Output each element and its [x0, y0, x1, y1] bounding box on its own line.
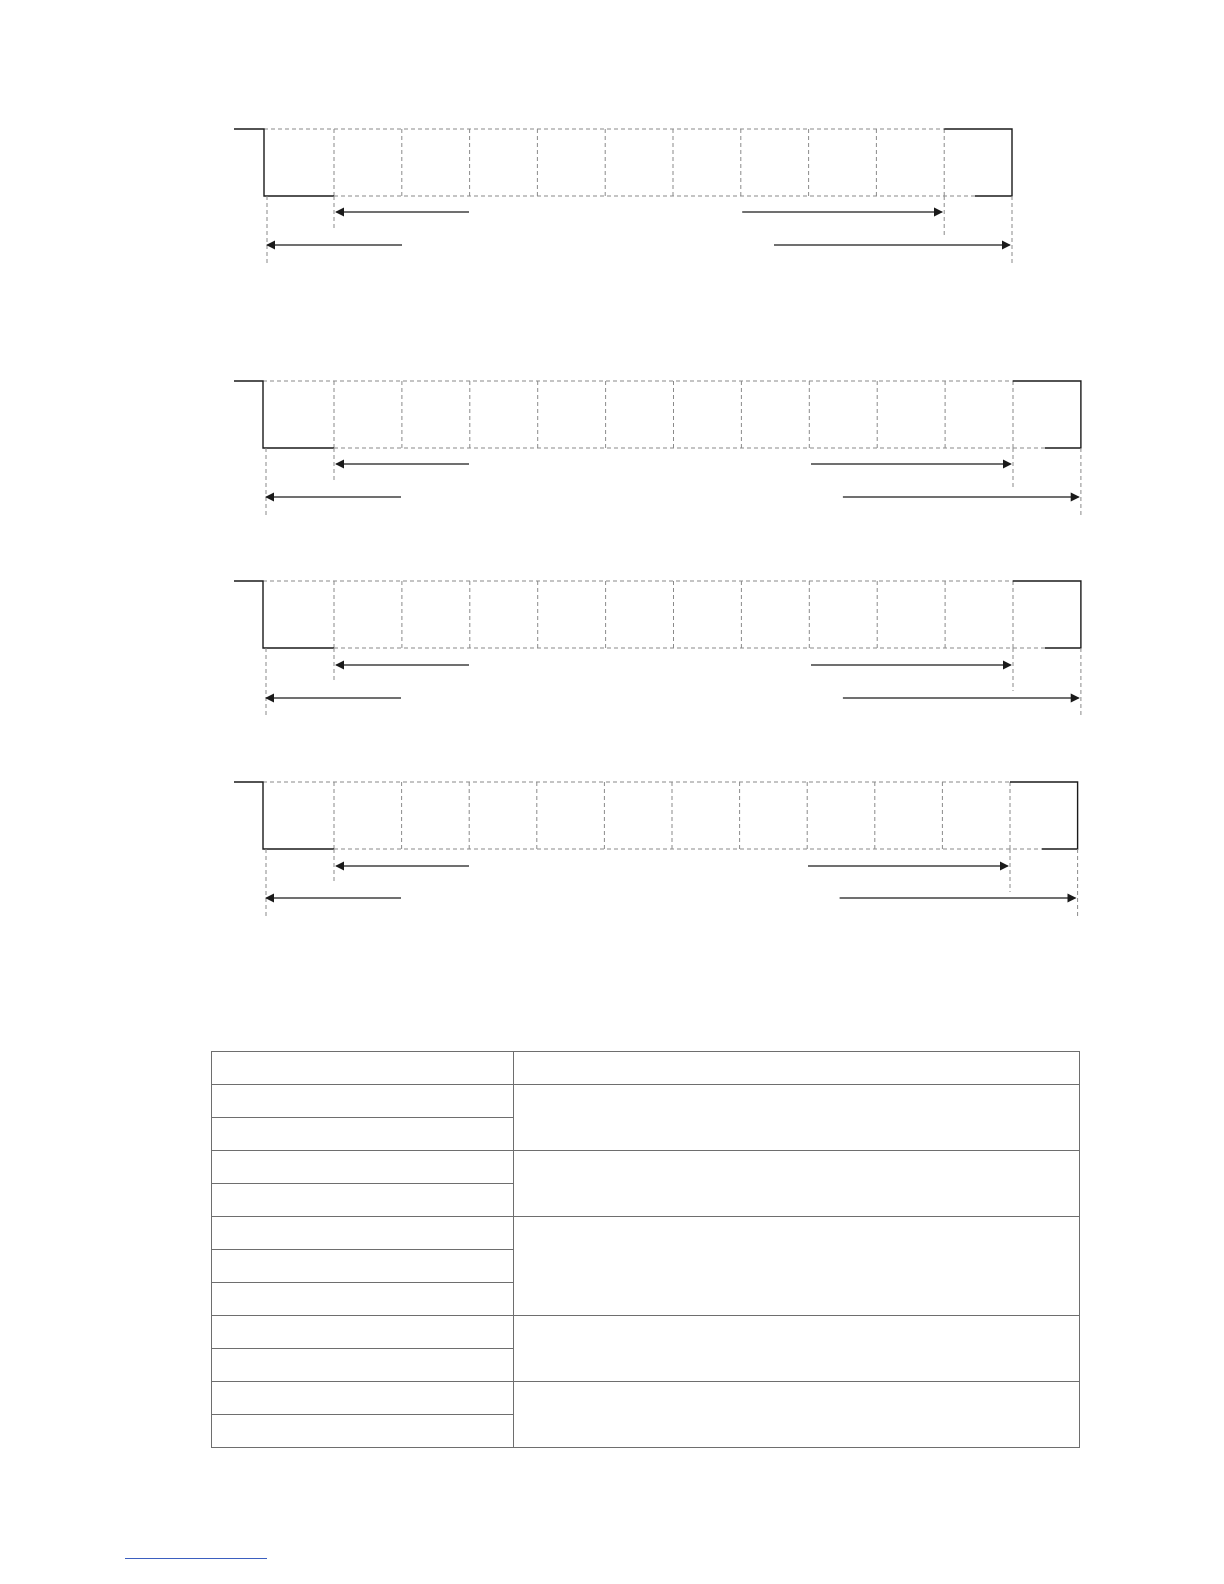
frame-diagram-4 — [234, 782, 1078, 918]
table-cell — [212, 1382, 514, 1415]
table-cell — [212, 1151, 514, 1184]
table-cell — [212, 1118, 514, 1151]
signal-waveform — [234, 581, 1081, 648]
table-row — [212, 1382, 1080, 1415]
table-row — [212, 1151, 1080, 1184]
config-table — [211, 1051, 1080, 1448]
table-cell — [212, 1085, 514, 1118]
table-cell — [212, 1217, 514, 1250]
signal-waveform — [234, 129, 1012, 196]
table-row — [212, 1316, 1080, 1349]
table-cell — [212, 1184, 514, 1217]
table-cell — [212, 1349, 514, 1382]
table-cell — [212, 1052, 514, 1085]
table-merged-cell — [514, 1382, 1080, 1448]
signal-waveform — [234, 381, 1081, 448]
table-cell — [514, 1052, 1080, 1085]
table-cell — [212, 1250, 514, 1283]
table-cell — [212, 1283, 514, 1316]
table-cell — [212, 1316, 514, 1349]
table-row — [212, 1085, 1080, 1118]
table-row — [212, 1052, 1080, 1085]
footer-rule — [125, 1558, 267, 1559]
table-merged-cell — [514, 1151, 1080, 1217]
frame-diagram-3 — [234, 581, 1081, 718]
signal-waveform — [234, 782, 1078, 849]
table-row — [212, 1217, 1080, 1250]
frame-diagram-2 — [234, 381, 1081, 517]
table-cell — [212, 1415, 514, 1448]
table-merged-cell — [514, 1217, 1080, 1316]
frame-diagram-1 — [234, 129, 1012, 265]
table-merged-cell — [514, 1316, 1080, 1382]
table-merged-cell — [514, 1085, 1080, 1151]
